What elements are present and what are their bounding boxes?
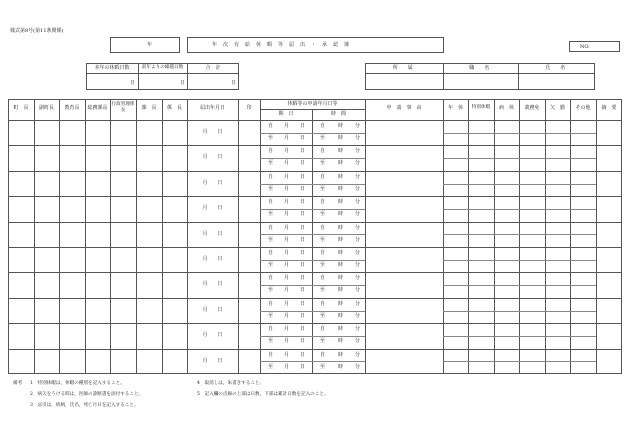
row-to-cell: 至: [268, 160, 274, 167]
col-header-absence: 欠 勤: [549, 105, 565, 111]
note-item: 4 取消しは，朱書きすること。: [197, 381, 265, 386]
summary-unit-2: 日: [180, 80, 186, 86]
row-from-cell: 日: [300, 148, 306, 155]
summary-header-total: 合 計: [205, 65, 221, 71]
row-half-line: [260, 311, 365, 312]
row-to-cell: 月: [284, 262, 290, 268]
row-from-cell: 時: [338, 199, 344, 206]
row-to-cell: 月: [284, 287, 290, 294]
row-half-line: [260, 361, 365, 362]
row-line: [8, 323, 622, 324]
row-from-cell: 自: [320, 326, 326, 333]
row-from-cell: 月: [284, 326, 290, 333]
row-from-cell: 分: [355, 224, 361, 231]
row-submit-date: 月 日: [202, 256, 223, 262]
row-from-cell: 日: [300, 300, 306, 307]
year-label: 年: [147, 42, 153, 48]
row-line: [8, 222, 622, 223]
row-to-cell: 日: [300, 160, 306, 167]
row-from-cell: 日: [300, 224, 306, 231]
col-header-admin-chief: 行政管理係 長: [111, 102, 140, 113]
page-title: 年次有給休暇等届出・承認簿: [212, 42, 356, 48]
row-to-cell: 月: [284, 211, 290, 218]
row-to-cell: 日: [300, 185, 306, 192]
row-from-cell: 自: [320, 123, 326, 129]
row-from-cell: 月: [284, 123, 290, 129]
col-header-mayor: 町 長: [13, 105, 29, 111]
row-from-cell: 時: [338, 250, 344, 256]
row-from-cell: 月: [284, 148, 290, 155]
row-to-cell: 日: [300, 262, 306, 268]
row-line: [8, 247, 622, 248]
col-header-section-chief: 課 長: [141, 105, 157, 111]
row-line: [8, 272, 622, 273]
row-to-cell: 至: [320, 287, 326, 294]
note-item: 5 記入欄の点線の上部は日数，下部は累計日数を記入のこと。: [197, 392, 329, 397]
row-line: [8, 196, 622, 197]
summary-unit-1: 日: [130, 80, 136, 86]
row-from-cell: 自: [268, 123, 274, 129]
row-from-cell: 月: [284, 199, 290, 206]
row-to-cell: 至: [320, 312, 326, 319]
note-item: 1 特別休暇は，休暇の種別を記入すること。: [30, 381, 125, 386]
row-submit-date: 月 日: [202, 332, 223, 339]
row-half-line: [443, 336, 596, 337]
col-header-general-affairs: 総務課長: [87, 105, 108, 111]
row-to-cell: 至: [268, 312, 274, 319]
row-from-cell: 自: [320, 148, 326, 155]
row-from-cell: 分: [355, 351, 361, 358]
row-to-cell: 至: [320, 338, 326, 345]
row-to-cell: 日: [300, 312, 306, 319]
row-to-cell: 月: [284, 160, 290, 167]
row-from-cell: 時: [338, 224, 344, 231]
row-half-line: [260, 184, 365, 185]
note-item: 3 忌引は，続柄，氏名，死亡月日を記入すること。: [30, 403, 139, 408]
col-header-leave-time: 時 間: [330, 111, 346, 117]
row-to-cell: 至: [320, 363, 326, 370]
row-to-cell: 月: [284, 236, 290, 243]
row-from-cell: 時: [338, 326, 344, 333]
row-from-cell: 自: [268, 199, 274, 206]
row-half-line: [260, 336, 365, 337]
row-to-cell: 日: [300, 211, 306, 218]
col-header-duty-exemption: 義務免: [524, 105, 540, 111]
row-to-cell: 至: [320, 262, 326, 268]
row-line: [8, 145, 622, 146]
col-header-leave: 休暇等の申請年月日等: [287, 101, 338, 107]
row-from-cell: 日: [300, 250, 306, 256]
row-to-cell: 分: [355, 135, 361, 141]
row-from-cell: 自: [320, 250, 326, 256]
dept-header-affiliation: 所 属: [392, 65, 416, 71]
row-submit-date: 月 日: [202, 205, 223, 212]
row-to-cell: 月: [284, 312, 290, 319]
row-from-cell: 自: [268, 250, 274, 256]
summary-unit-3: 日: [231, 80, 237, 86]
row-to-cell: 日: [300, 135, 306, 141]
row-half-line: [443, 184, 596, 185]
col-header-reason: 申 請 事 由: [386, 105, 422, 111]
row-from-cell: 分: [355, 250, 361, 256]
row-from-cell: 自: [320, 199, 326, 206]
row-to-cell: 時: [338, 160, 344, 167]
row-half-line: [443, 361, 596, 362]
row-submit-date: 月 日: [202, 281, 223, 288]
row-from-cell: 自: [268, 224, 274, 231]
row-to-cell: 時: [338, 185, 344, 192]
row-to-cell: 日: [300, 287, 306, 294]
row-from-cell: 時: [338, 148, 344, 155]
row-from-cell: 自: [268, 173, 274, 180]
row-to-cell: 時: [338, 236, 344, 243]
row-to-cell: 時: [338, 135, 344, 141]
row-half-line: [443, 260, 596, 261]
col-header-other: その他: [575, 105, 591, 111]
row-from-cell: 自: [320, 300, 326, 307]
row-to-cell: 至: [268, 211, 274, 218]
row-half-line: [260, 234, 365, 235]
row-half-line: [443, 285, 596, 286]
row-from-cell: 自: [320, 173, 326, 180]
row-from-cell: 日: [300, 123, 306, 129]
col-header-superintendent: 教育長: [64, 105, 80, 111]
summary-header-carryover: 前年よりの繰越日数: [141, 65, 184, 70]
row-from-cell: 月: [284, 275, 290, 282]
row-to-cell: 至: [268, 185, 274, 192]
row-from-cell: 月: [284, 351, 290, 358]
row-from-cell: 分: [355, 199, 361, 206]
row-to-cell: 日: [300, 236, 306, 243]
row-half-line: [443, 311, 596, 312]
row-to-cell: 至: [320, 236, 326, 243]
row-submit-date: 月 日: [202, 230, 223, 237]
row-to-cell: 分: [355, 287, 361, 294]
row-to-cell: 分: [355, 338, 361, 345]
row-from-cell: 日: [300, 326, 306, 333]
summary-header-this-year: 本年の休暇日数: [94, 65, 130, 71]
row-from-cell: 月: [284, 300, 290, 307]
row-to-cell: 分: [355, 185, 361, 192]
row-line: [8, 349, 622, 350]
row-from-cell: 分: [355, 148, 361, 155]
row-from-cell: 時: [338, 275, 344, 282]
row-to-cell: 時: [338, 338, 344, 345]
col-header-sick-leave: 病 休: [498, 105, 514, 111]
col-header-submit-date: 届出年月日: [199, 105, 225, 111]
row-from-cell: 時: [338, 300, 344, 307]
row-from-cell: 分: [355, 173, 361, 180]
dept-header-position: 職 名: [469, 65, 492, 71]
row-to-cell: 時: [338, 312, 344, 319]
row-from-cell: 自: [268, 275, 274, 282]
row-from-cell: 日: [300, 351, 306, 358]
row-half-line: [443, 209, 596, 210]
row-to-cell: 月: [284, 363, 290, 370]
row-to-cell: 日: [300, 363, 306, 370]
row-line: [8, 298, 622, 299]
row-half-line: [260, 133, 365, 134]
note-item: 2 病欠をうける時は，医師の診断書を添付すること。: [30, 392, 144, 397]
row-from-cell: 自: [320, 351, 326, 358]
row-half-line: [260, 209, 365, 210]
row-to-cell: 分: [355, 160, 361, 167]
row-submit-date: 月 日: [202, 154, 223, 161]
row-from-cell: 月: [284, 224, 290, 231]
row-from-cell: 月: [284, 173, 290, 180]
row-to-cell: 月: [284, 135, 290, 141]
row-from-cell: 自: [268, 351, 274, 358]
row-from-cell: 分: [355, 326, 361, 333]
row-from-cell: 自: [268, 148, 274, 155]
row-half-line: [443, 234, 596, 235]
row-from-cell: 自: [320, 275, 326, 282]
row-from-cell: 時: [338, 173, 344, 180]
number-label: NO.: [580, 44, 590, 50]
row-from-cell: 日: [300, 199, 306, 206]
row-to-cell: 分: [355, 312, 361, 319]
row-to-cell: 至: [268, 135, 274, 141]
row-half-line: [443, 133, 596, 134]
row-to-cell: 分: [355, 211, 361, 218]
row-from-cell: 時: [338, 123, 344, 129]
row-to-cell: 至: [320, 185, 326, 192]
row-half-line: [260, 285, 365, 286]
row-to-cell: 至: [268, 287, 274, 294]
row-from-cell: 自: [268, 326, 274, 333]
row-to-cell: 時: [338, 363, 344, 370]
row-half-line: [260, 260, 365, 261]
row-to-cell: 分: [355, 363, 361, 370]
row-to-cell: 至: [320, 135, 326, 141]
col-header-leave-date: 期 日: [278, 111, 294, 117]
row-from-cell: 自: [268, 300, 274, 307]
row-to-cell: 分: [355, 236, 361, 243]
row-to-cell: 月: [284, 338, 290, 345]
row-to-cell: 至: [320, 160, 326, 167]
row-to-cell: 至: [268, 262, 274, 268]
row-to-cell: 分: [355, 262, 361, 268]
col-header-unit-chief: 係 長: [166, 105, 182, 111]
row-to-cell: 至: [268, 363, 274, 370]
row-from-cell: 日: [300, 275, 306, 282]
notes-label: 備考: [13, 381, 23, 386]
row-half-line: [443, 158, 596, 159]
col-header-special-leave: 特別休暇: [471, 105, 491, 110]
row-from-cell: 月: [284, 250, 290, 256]
col-header-deputy-mayor: 副町長: [38, 105, 54, 111]
row-from-cell: 日: [300, 173, 306, 180]
row-to-cell: 至: [268, 236, 274, 243]
row-submit-date: 月 日: [202, 357, 223, 364]
dept-header-name: 氏 名: [545, 65, 568, 71]
row-submit-date: 月 日: [202, 129, 223, 135]
row-from-cell: 時: [338, 351, 344, 358]
row-from-cell: 分: [355, 123, 361, 129]
row-half-line: [260, 158, 365, 159]
row-to-cell: 至: [268, 338, 274, 345]
row-to-cell: 時: [338, 262, 344, 268]
row-from-cell: 分: [355, 275, 361, 282]
row-line: [8, 171, 622, 172]
row-from-cell: 自: [320, 224, 326, 231]
form-label: 様式第8号(第11条関係): [10, 28, 64, 34]
col-header-remarks: 摘 要: [601, 105, 617, 111]
row-to-cell: 月: [284, 185, 290, 192]
row-to-cell: 至: [320, 211, 326, 218]
row-submit-date: 月 日: [202, 306, 223, 313]
col-header-annual-leave: 年 休: [447, 105, 463, 111]
row-to-cell: 時: [338, 287, 344, 294]
row-to-cell: 日: [300, 338, 306, 345]
row-from-cell: 分: [355, 300, 361, 307]
row-to-cell: 時: [338, 211, 344, 218]
col-header-seal: 印: [246, 105, 252, 111]
row-submit-date: 月 日: [202, 179, 223, 186]
